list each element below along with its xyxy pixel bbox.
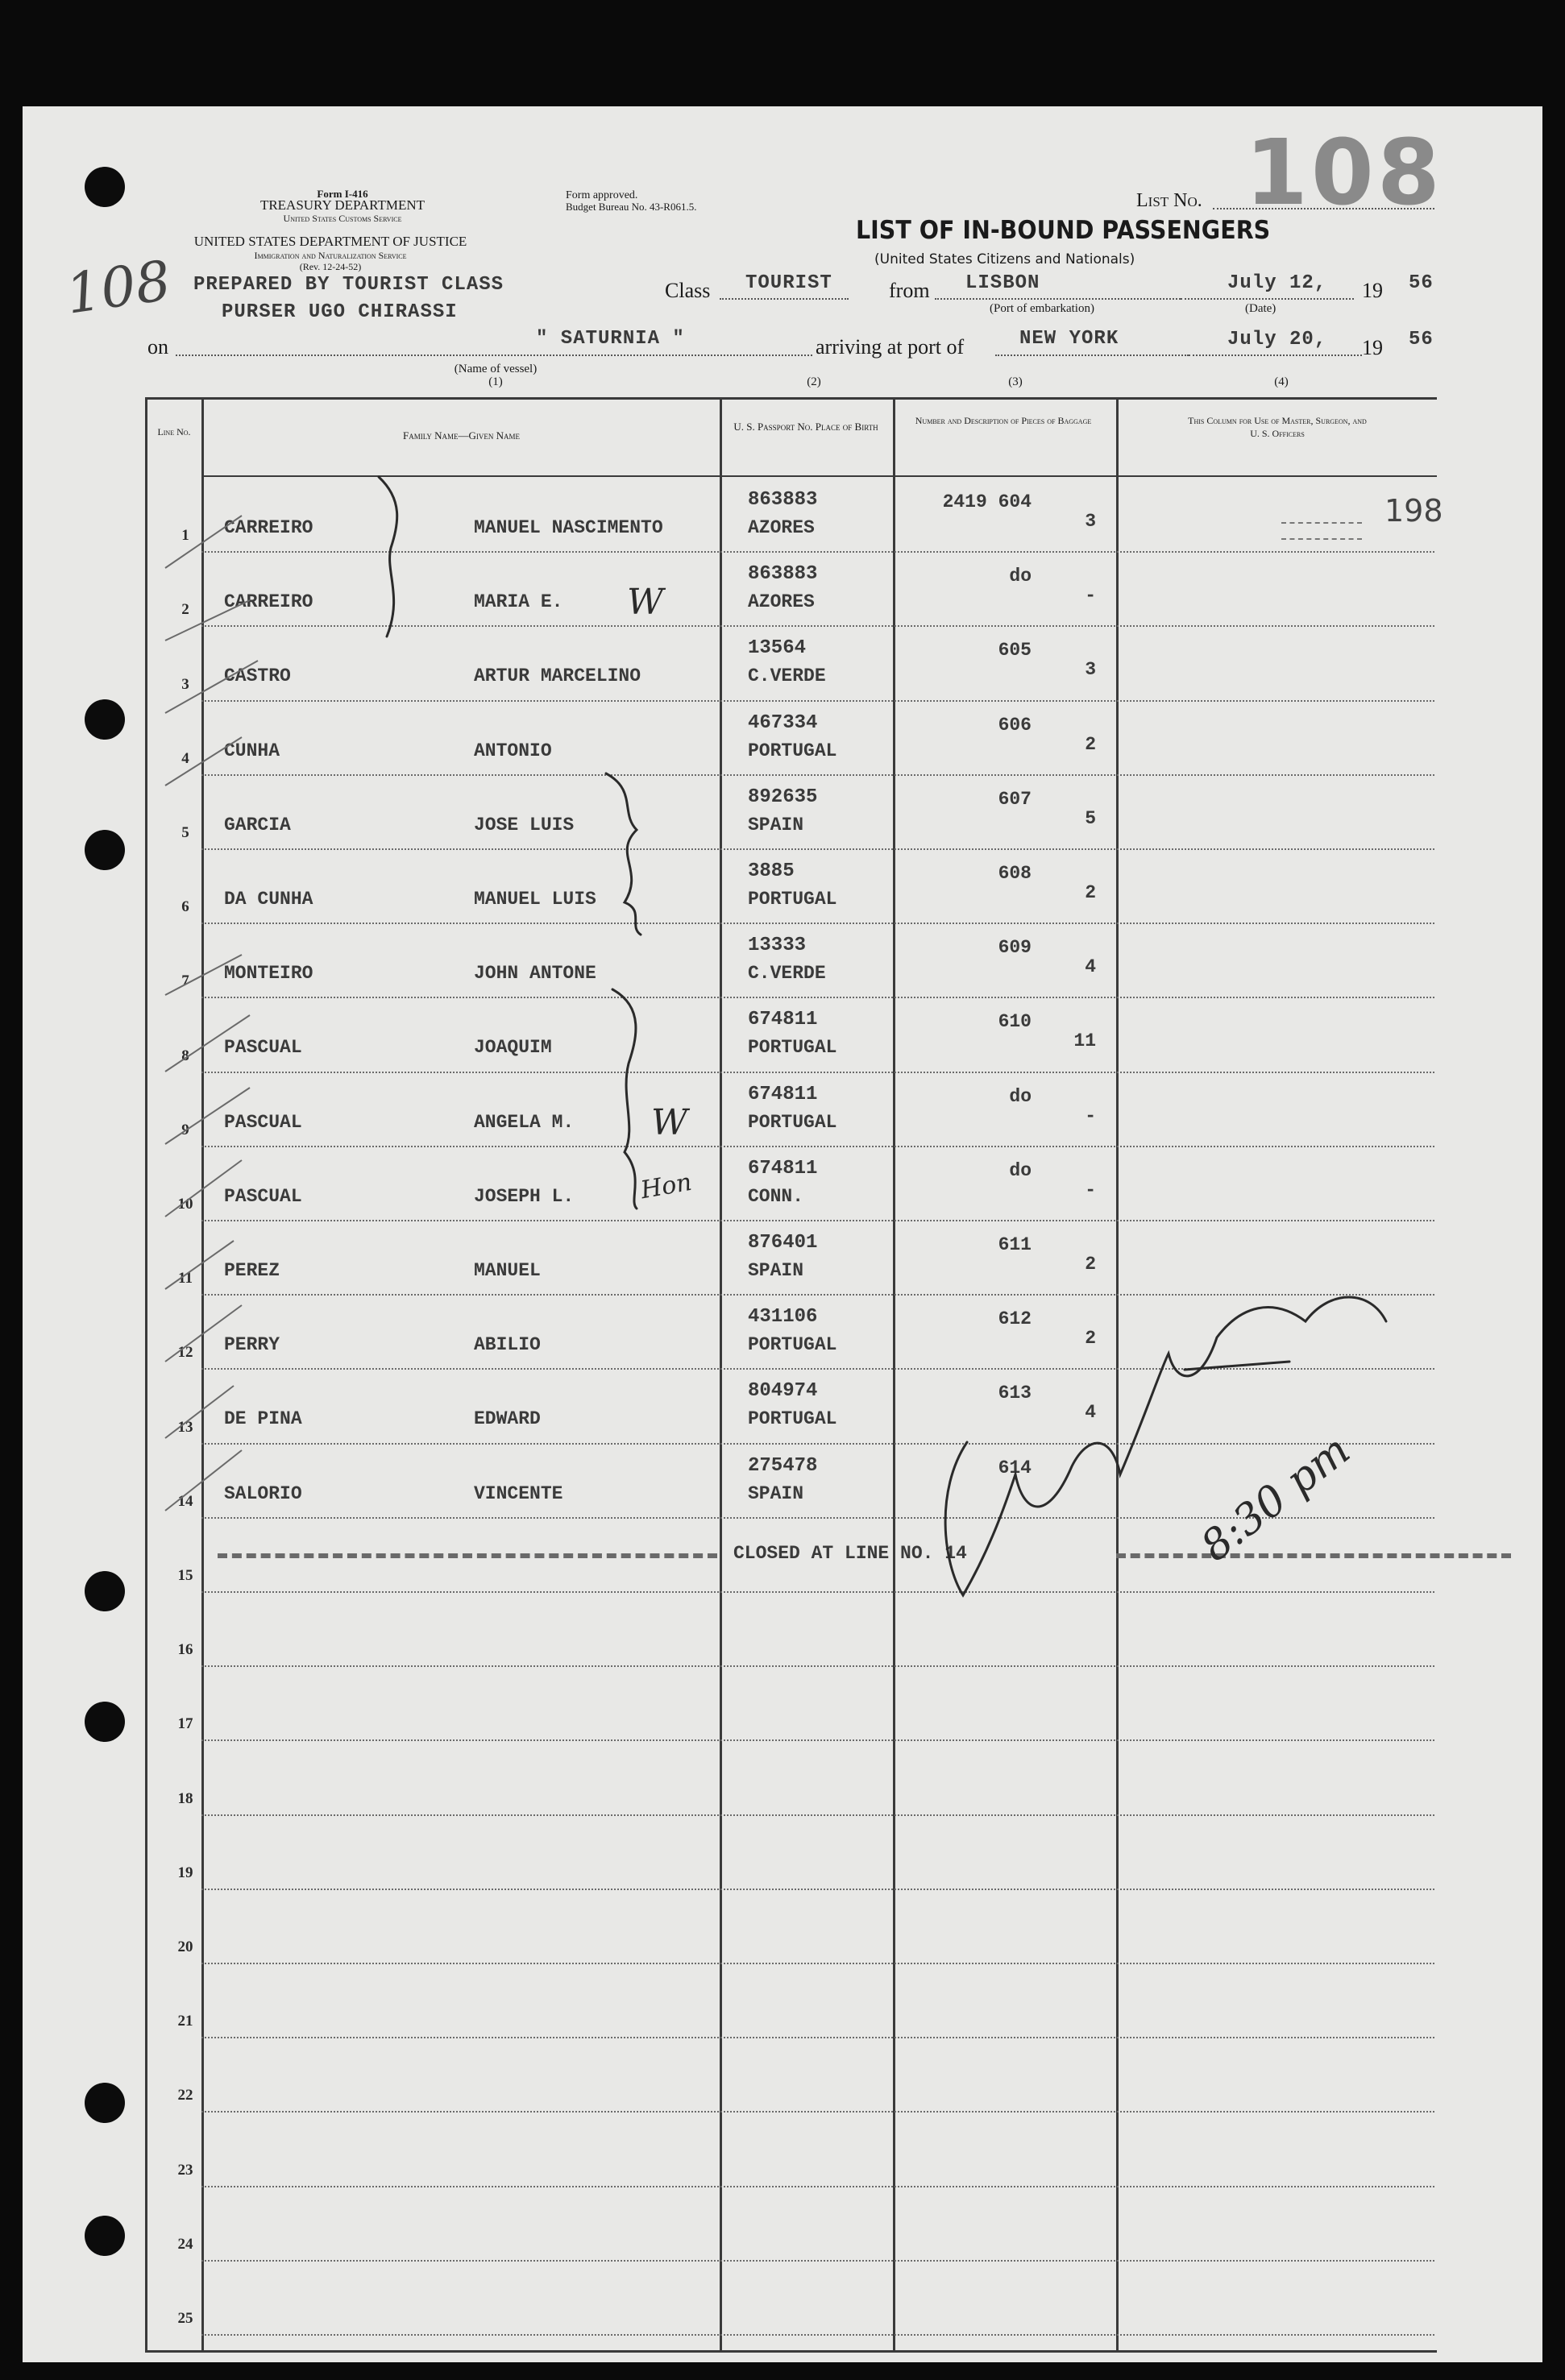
prepared-by-line2: PURSER UGO CHIRASSI — [222, 301, 458, 323]
line-number: 18 — [177, 1790, 193, 1807]
baggage-tag: 2419 604 — [942, 491, 1032, 512]
year-prefix-2: 19 — [1362, 336, 1383, 359]
baggage-tag: 609 — [998, 937, 1032, 958]
given-name: JOSE LUIS — [474, 815, 575, 835]
list-no-label: List No. — [1136, 190, 1202, 211]
vessel-caption: (Name of vessel) — [454, 363, 538, 375]
passport-number: 13564 — [748, 637, 807, 659]
family-name: CARREIRO — [224, 517, 313, 538]
baggage-tag: 611 — [998, 1234, 1032, 1255]
place-of-birth: SPAIN — [748, 1260, 804, 1281]
baggage-pieces: 2 — [1085, 734, 1096, 755]
family-name: PASCUAL — [224, 1037, 302, 1058]
baggage-pieces: 11 — [1073, 1030, 1096, 1051]
given-name: VINCENTE — [474, 1483, 563, 1504]
passport-number: 876401 — [748, 1232, 818, 1254]
treasury-dept: TREASURY DEPARTMENT — [259, 197, 425, 213]
place-of-birth: C.VERDE — [748, 963, 826, 984]
justice-dept: UNITED STATES DEPARTMENT OF JUSTICE — [193, 234, 467, 249]
passport-number: 431106 — [748, 1306, 818, 1328]
family-name: GARCIA — [224, 815, 291, 835]
passport-number: 804974 — [748, 1380, 818, 1402]
col2-caption: (2) — [807, 375, 821, 388]
line-number: 9 — [181, 1122, 189, 1138]
arrival-year: 56 — [1409, 329, 1434, 350]
place-of-birth: C.VERDE — [748, 665, 826, 686]
check-mark — [165, 1450, 242, 1511]
arrival-port: NEW YORK — [1019, 328, 1119, 350]
passport-number: 674811 — [748, 1009, 818, 1030]
revision: (Rev. 12-24-52) — [299, 261, 362, 272]
check-mark — [165, 1015, 250, 1072]
family-name: PERRY — [224, 1334, 280, 1355]
form-number: Form I-416 — [317, 188, 368, 200]
budget-bureau: Budget Bureau No. 43-R061.5. — [566, 201, 697, 213]
place-of-birth: SPAIN — [748, 815, 804, 835]
family-name: CUNHA — [224, 740, 280, 761]
line-number: 13 — [177, 1419, 193, 1436]
given-name: MANUEL NASCIMENTO — [474, 517, 663, 538]
col-header-officers: This Column for Use of Master, Surgeon, and U. S. Officers — [1188, 415, 1367, 439]
line-number: 2 — [181, 601, 189, 618]
line-number: 17 — [177, 1715, 193, 1732]
line-number: 22 — [177, 2087, 193, 2104]
bracket-lines-8-10 — [612, 989, 637, 1209]
given-name: MANUEL — [474, 1260, 541, 1281]
check-mark — [165, 516, 242, 568]
page-title: LIST OF IN-BOUND PASSENGERS — [856, 216, 1271, 245]
baggage-tag: 608 — [998, 863, 1032, 884]
date-caption: (Date) — [1245, 302, 1276, 315]
line-number: 12 — [177, 1344, 193, 1361]
family-name: CARREIRO — [224, 591, 313, 612]
baggage-pieces: 4 — [1085, 956, 1096, 977]
passport-number: 13333 — [748, 935, 807, 956]
baggage-tag: 607 — [998, 789, 1032, 810]
line-number: 23 — [177, 2162, 193, 2179]
baggage-tag: 612 — [998, 1308, 1032, 1329]
line-number: 11 — [178, 1270, 193, 1287]
check-mark — [165, 737, 242, 786]
family-name: CASTRO — [224, 665, 291, 686]
handwritten-w: W — [651, 1102, 688, 1143]
immigration-service: Immigration and Naturalization Service — [254, 250, 407, 261]
port-caption: (Port of embarkation) — [990, 302, 1094, 315]
baggage-tag: do — [1009, 566, 1032, 587]
line-number: 25 — [177, 2310, 193, 2327]
vessel-name: " SATURNIA " — [536, 328, 685, 350]
line-number: 15 — [177, 1567, 193, 1584]
baggage-tag: 606 — [998, 715, 1032, 736]
signature — [945, 1297, 1386, 1595]
baggage-tag: 613 — [998, 1383, 1032, 1404]
handwritten-hon: Hon — [638, 1167, 695, 1205]
signature-tail — [1185, 1362, 1289, 1370]
departure-year: 56 — [1409, 272, 1434, 294]
check-mark — [165, 1305, 242, 1362]
line-number: 20 — [177, 1938, 193, 1955]
check-mark — [165, 1160, 242, 1217]
given-name: ANGELA M. — [474, 1112, 575, 1133]
line-number: 21 — [177, 2013, 193, 2030]
line-number: 1 — [181, 527, 189, 544]
form-approved: Form approved. — [566, 189, 638, 201]
place-of-birth: AZORES — [748, 517, 815, 538]
given-name: EDWARD — [474, 1408, 541, 1429]
line-number: 7 — [181, 972, 189, 989]
place-of-birth: PORTUGAL — [748, 1408, 837, 1429]
family-name: DA CUNHA — [224, 889, 313, 910]
passport-number: 674811 — [748, 1084, 818, 1105]
given-name: ARTUR MARCELINO — [474, 665, 641, 686]
line-number: 5 — [181, 824, 189, 841]
handwritten-w: W — [627, 582, 664, 623]
class-label: Class — [665, 279, 711, 302]
closed-note: CLOSED AT LINE NO. 14 — [733, 1543, 967, 1564]
place-of-birth: CONN. — [748, 1186, 804, 1207]
place-of-birth: AZORES — [748, 591, 815, 612]
given-name: JOHN ANTONE — [474, 963, 596, 984]
place-of-birth: PORTUGAL — [748, 1112, 837, 1133]
given-name: MARIA E. — [474, 591, 563, 612]
line-number: 3 — [181, 676, 189, 693]
place-of-birth: SPAIN — [748, 1483, 804, 1504]
line-number: 14 — [177, 1493, 193, 1510]
class-value: TOURIST — [745, 272, 832, 294]
col3-caption: (3) — [1008, 375, 1023, 388]
prepared-by-line1: PREPARED BY TOURIST CLASS — [193, 274, 504, 296]
given-name: JOAQUIM — [474, 1037, 552, 1058]
departure-date: July 12, — [1227, 272, 1327, 294]
given-name: MANUEL LUIS — [474, 889, 596, 910]
place-of-birth: PORTUGAL — [748, 889, 837, 910]
baggage-tag: 610 — [998, 1011, 1032, 1032]
line-number: 24 — [177, 2236, 193, 2253]
col-header-line: Line No. — [157, 426, 191, 437]
customs-service: United States Customs Service — [283, 213, 402, 224]
check-mark — [165, 955, 242, 995]
margin-note: 108 — [62, 249, 175, 327]
line-number: 4 — [181, 750, 189, 767]
family-name: MONTEIRO — [224, 963, 313, 984]
family-name: PASCUAL — [224, 1112, 302, 1133]
on-label: on — [147, 335, 168, 359]
passport-number: 674811 — [748, 1158, 818, 1180]
given-name: ABILIO — [474, 1334, 541, 1355]
family-name: DE PINA — [224, 1408, 302, 1429]
passport-number: 892635 — [748, 786, 818, 808]
place-of-birth: PORTUGAL — [748, 740, 837, 761]
page-subtitle: (United States Citizens and Nationals) — [874, 251, 1135, 267]
baggage-pieces: - — [1085, 1180, 1096, 1200]
passport-number: 467334 — [748, 712, 818, 734]
baggage-tag: do — [1009, 1160, 1032, 1181]
passport-number: 275478 — [748, 1455, 818, 1477]
col-header-baggage: Number and Description of Pieces of Baggage — [915, 415, 1092, 426]
baggage-pieces: - — [1085, 585, 1096, 606]
embarkation-port: LISBON — [965, 272, 1040, 294]
place-of-birth: PORTUGAL — [748, 1334, 837, 1355]
family-name: PEREZ — [224, 1260, 280, 1281]
bracket-lines-5-6 — [606, 773, 641, 935]
baggage-pieces: 2 — [1085, 1328, 1096, 1349]
arrival-date: July 20, — [1227, 329, 1327, 350]
baggage-pieces: - — [1085, 1105, 1096, 1126]
baggage-pieces: 2 — [1085, 1254, 1096, 1275]
baggage-tag: 614 — [998, 1457, 1032, 1478]
check-mark — [165, 600, 250, 641]
arriving-label: arriving at port of — [816, 335, 965, 359]
baggage-tag: 605 — [998, 640, 1032, 661]
col-header-name: Family Name—Given Name — [403, 429, 520, 442]
baggage-pieces: 4 — [1085, 1402, 1096, 1423]
check-mark — [165, 1088, 250, 1144]
line-number: 10 — [177, 1196, 193, 1213]
check-mark — [165, 1241, 234, 1289]
baggage-pieces: 5 — [1085, 808, 1096, 829]
line-number: 6 — [181, 898, 189, 915]
check-mark — [165, 661, 258, 713]
baggage-pieces: 3 — [1085, 659, 1096, 680]
bracket-lines-1-2 — [379, 477, 397, 636]
given-name: ANTONIO — [474, 740, 552, 761]
from-label: from — [889, 279, 930, 302]
given-name: JOSEPH L. — [474, 1186, 575, 1207]
col4-caption: (4) — [1274, 375, 1289, 388]
place-of-birth: PORTUGAL — [748, 1037, 837, 1058]
handwritten-time: 8:30 pm — [1192, 1425, 1360, 1572]
officer-number: 198 — [1384, 493, 1443, 529]
line-number: 16 — [177, 1641, 193, 1658]
line-number: 19 — [177, 1864, 193, 1881]
col1-caption: (1) — [488, 375, 503, 388]
passport-number: 863883 — [748, 563, 818, 585]
baggage-tag: do — [1009, 1086, 1032, 1107]
line-number: 8 — [181, 1047, 189, 1064]
baggage-pieces: 2 — [1085, 882, 1096, 903]
col-header-passport: U. S. Passport No. Place of Birth — [733, 421, 878, 433]
baggage-pieces: 3 — [1085, 511, 1096, 532]
family-name: SALORIO — [224, 1483, 302, 1504]
passport-number: 3885 — [748, 860, 795, 882]
family-name: PASCUAL — [224, 1186, 302, 1207]
passport-number: 863883 — [748, 489, 818, 511]
year-prefix-1: 19 — [1362, 279, 1383, 302]
list-number-stamp: 108 — [1245, 121, 1443, 226]
check-mark — [165, 1386, 234, 1438]
